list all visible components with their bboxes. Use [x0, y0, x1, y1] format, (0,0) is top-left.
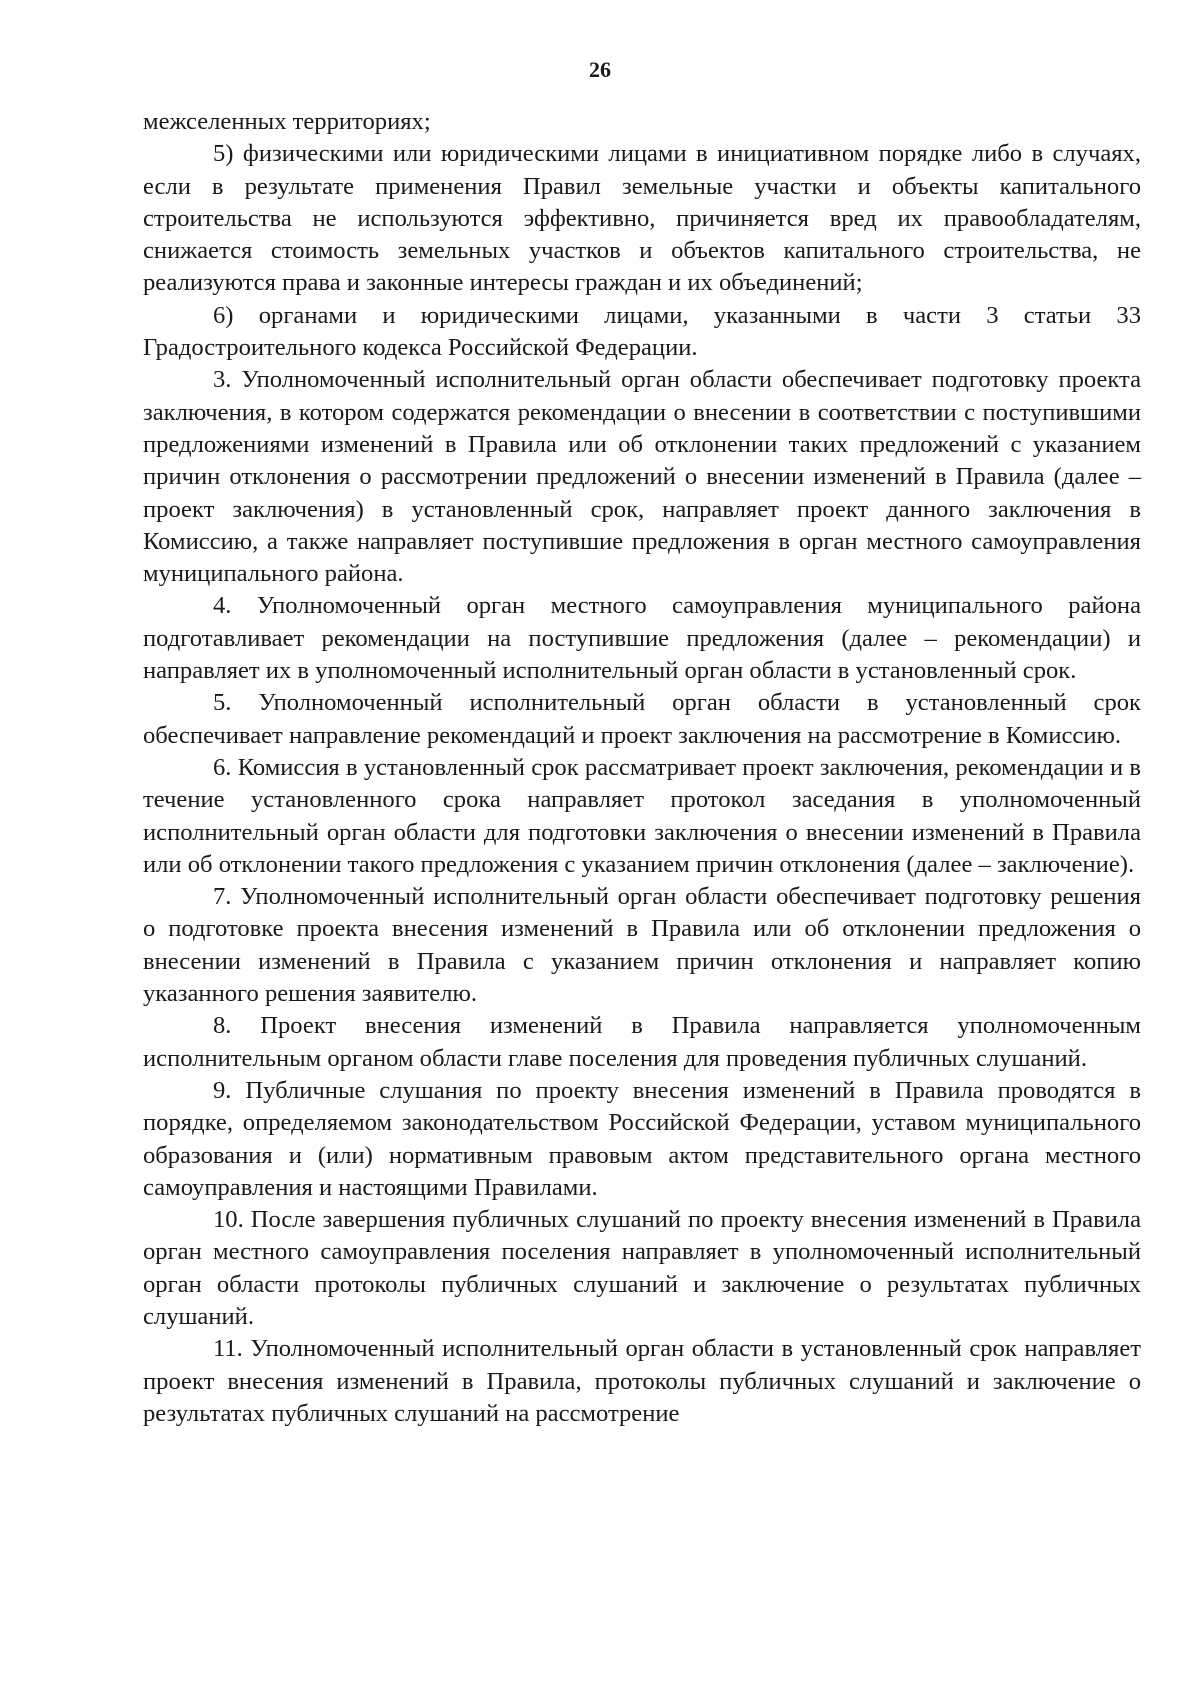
- paragraph-item-5: 5) физическими или юридическими лицами в инициативном порядке либо в случаях, если в результате применения Правил земельные участки и объекты капитального строительства не используются эффективно, причиняется вред их правообладателям, снижается стоимость земельных участков и объектов капитального строительства, не реализуются права и законные интересы граждан и их объединений;: [143, 140, 1141, 297]
- paragraph-clause-9: 9. Публичные слушания по проекту внесения изменений в Правила проводятся в порядке, определяемом законодательством Российской Федерации, уставом муниципального образования и (или) нормативным правовым актом представительного органа местного самоуправления и настоящими Правилами.: [143, 1076, 1141, 1201]
- document-body: [143, 106, 1141, 1430]
- paragraph-clause-4: 4. Уполномоченный орган местного самоуправления муниципального района подготавливает рекомендации на поступившие предложения (далее – рекомендации) и направляет их в уполномоченный исполнительный орган области в установленный срок.: [143, 592, 1141, 685]
- paragraph-clause-3: 3. Уполномоченный исполнительный орган области обеспечивает подготовку проекта заключения, в котором содержатся рекомендации о внесении в соответствии с поступившими предложениями изменений в Правила или об отклонении таких предложений с указанием причин отклонения о рассмотрении предложений о внесении изменений в Правила (далее – проект заключения) в установленный срок, направляет проект данного заключения в Комиссию, а также направляет поступившие предложения в орган местного самоуправления муниципального района.: [143, 366, 1141, 588]
- paragraph-clause-5: 5. Уполномоченный исполнительный орган области в установленный срок обеспечивает направление рекомендаций и проект заключения на рассмотрение в Комиссию.: [143, 689, 1141, 749]
- page-number: 26: [589, 57, 611, 82]
- paragraph-clause-6: 6. Комиссия в установленный срок рассматривает проект заключения, рекомендации и в течение установленного срока направляет протокол заседания в уполномоченный исполнительный орган области для подготовки заключения о внесении изменений в Правила или об отклонении такого предложения с указанием причин отклонения (далее – заключение).: [143, 753, 1141, 878]
- paragraph-clause-7: 7. Уполномоченный исполнительный орган области обеспечивает подготовку решения о подготовке проекта внесения изменений в Правила или об отклонении предложения о внесении изменений в Правила с указанием причин отклонения и направляет копию указанного решения заявителю.: [143, 883, 1141, 1008]
- paragraph-clause-8: 8. Проект внесения изменений в Правила направляется уполномоченным исполнительным органом области главе поселения для проведения публичных слушаний.: [143, 1012, 1141, 1072]
- paragraph-clause-10: 10. После завершения публичных слушаний по проекту внесения изменений в Правила орган местного самоуправления поселения направляет в уполномоченный исполнительный орган области протоколы публичных слушаний и заключение о результатах публичных слушаний.: [143, 1206, 1141, 1330]
- paragraph-clause-11: 11. Уполномоченный исполнительный орган области в установленный срок направляет проект внесения изменений в Правила, протоколы публичных слушаний и заключение о результатах публичных слушаний на рассмотрение: [143, 1335, 1141, 1427]
- paragraph-continuation: межселенных территориях;: [143, 108, 431, 135]
- paragraph-item-6: 6) органами и юридическими лицами, указанными в части 3 статьи 33 Градостроительного кодекса Российской Федерации.: [143, 301, 1141, 362]
